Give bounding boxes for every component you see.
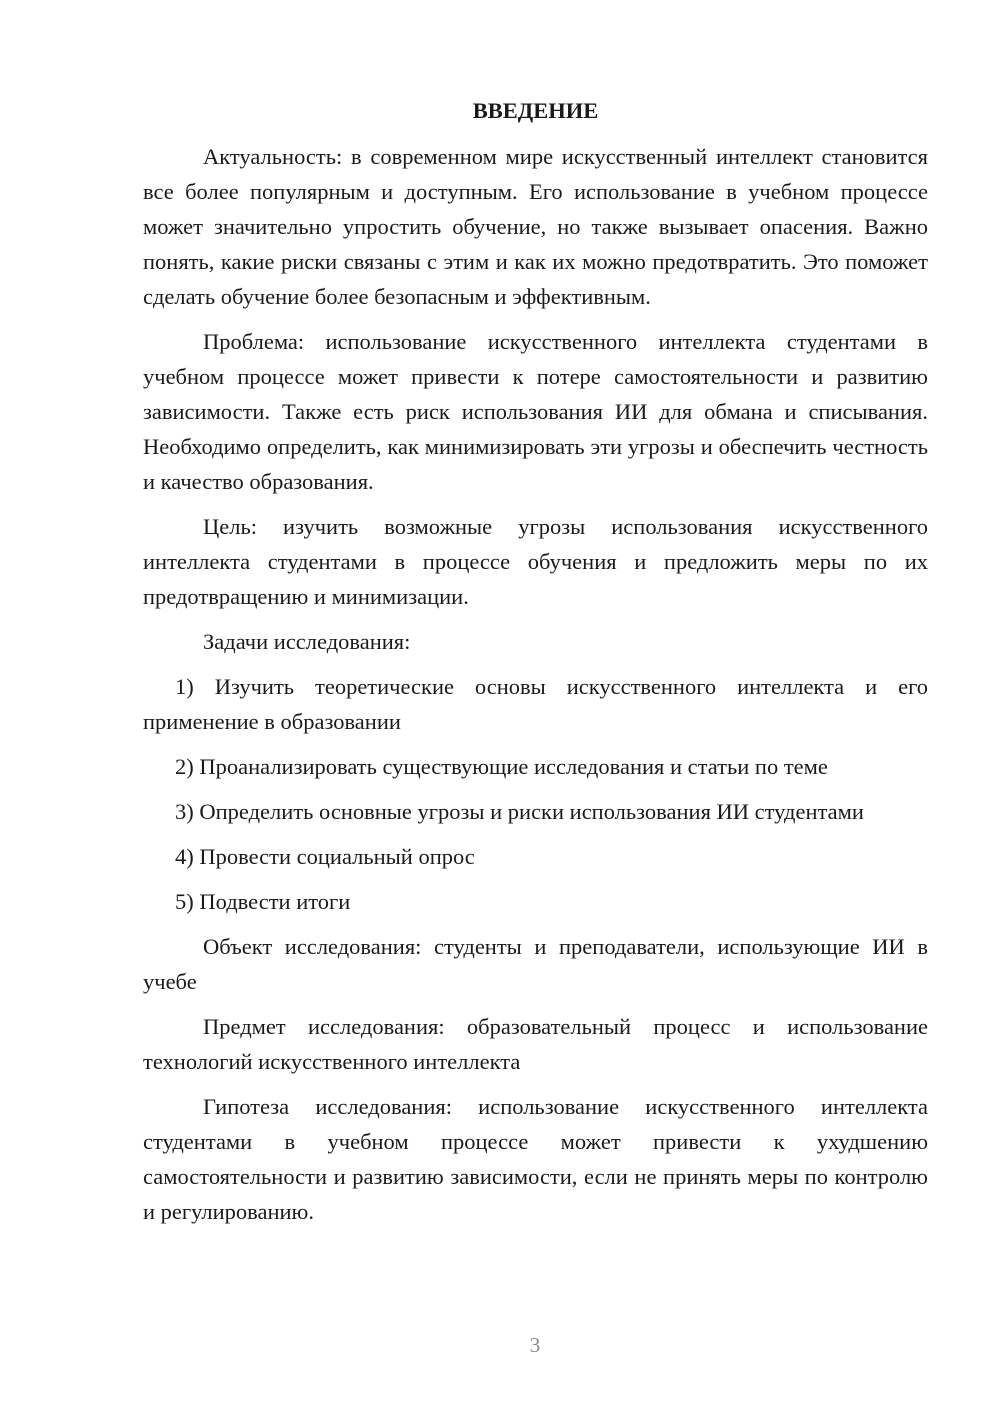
task-item-5: 5) Подвести итоги	[175, 889, 351, 914]
section-title: ВВЕДЕНИЕ	[472, 98, 599, 123]
problem-paragraph: Проблема: использование искусственного интеллекта студентами в учебном процессе может привести к потере самостоятельности и развитию зависимости. Также есть риск использования ИИ для обмана и списывания. Необходимо определить, как минимизировать эти угрозы и обеспечить честность и качество образования.	[143, 329, 928, 494]
tasks-heading: Задачи исследования:	[203, 629, 411, 654]
object-paragraph: Объект исследования: студенты и преподаватели, использующие ИИ в учебе	[143, 934, 928, 994]
subject-paragraph: Предмет исследования: образовательный процесс и использование технологий искусственного интеллекта	[143, 1014, 928, 1074]
task-item-4: 4) Провести социальный опрос	[175, 844, 475, 869]
relevance-paragraph: Актуальность: в современном мире искусственный интеллект становится все более популярным и доступным. Его использование в учебном процессе может значительно упростить обучение, но также вызывает опасения. Важно понять, какие риски связаны с этим и как их можно предотвратить. Это поможет сделать обучение более безопасным и эффективным.	[143, 144, 928, 309]
hypothesis-paragraph: Гипотеза исследования: использование искусственного интеллекта студентами в учебном процессе может привести к ухудшению самостоятельности и развитию зависимости, если не принять меры по контролю и регулированию.	[143, 1094, 928, 1224]
task-item-2: 2) Проанализировать существующие исследования и статьи по теме	[175, 754, 828, 779]
page-number: 3	[529, 1333, 541, 1357]
task-item-3: 3) Определить основные угрозы и риски использования ИИ студентами	[175, 799, 864, 824]
document-body	[143, 93, 928, 1239]
goal-paragraph: Цель: изучить возможные угрозы использования искусственного интеллекта студентами в процессе обучения и предложить меры по их предотвращению и минимизации.	[143, 514, 928, 609]
task-item-1: 1) Изучить теоретические основы искусственного интеллекта и его применение в образовании	[143, 674, 928, 734]
